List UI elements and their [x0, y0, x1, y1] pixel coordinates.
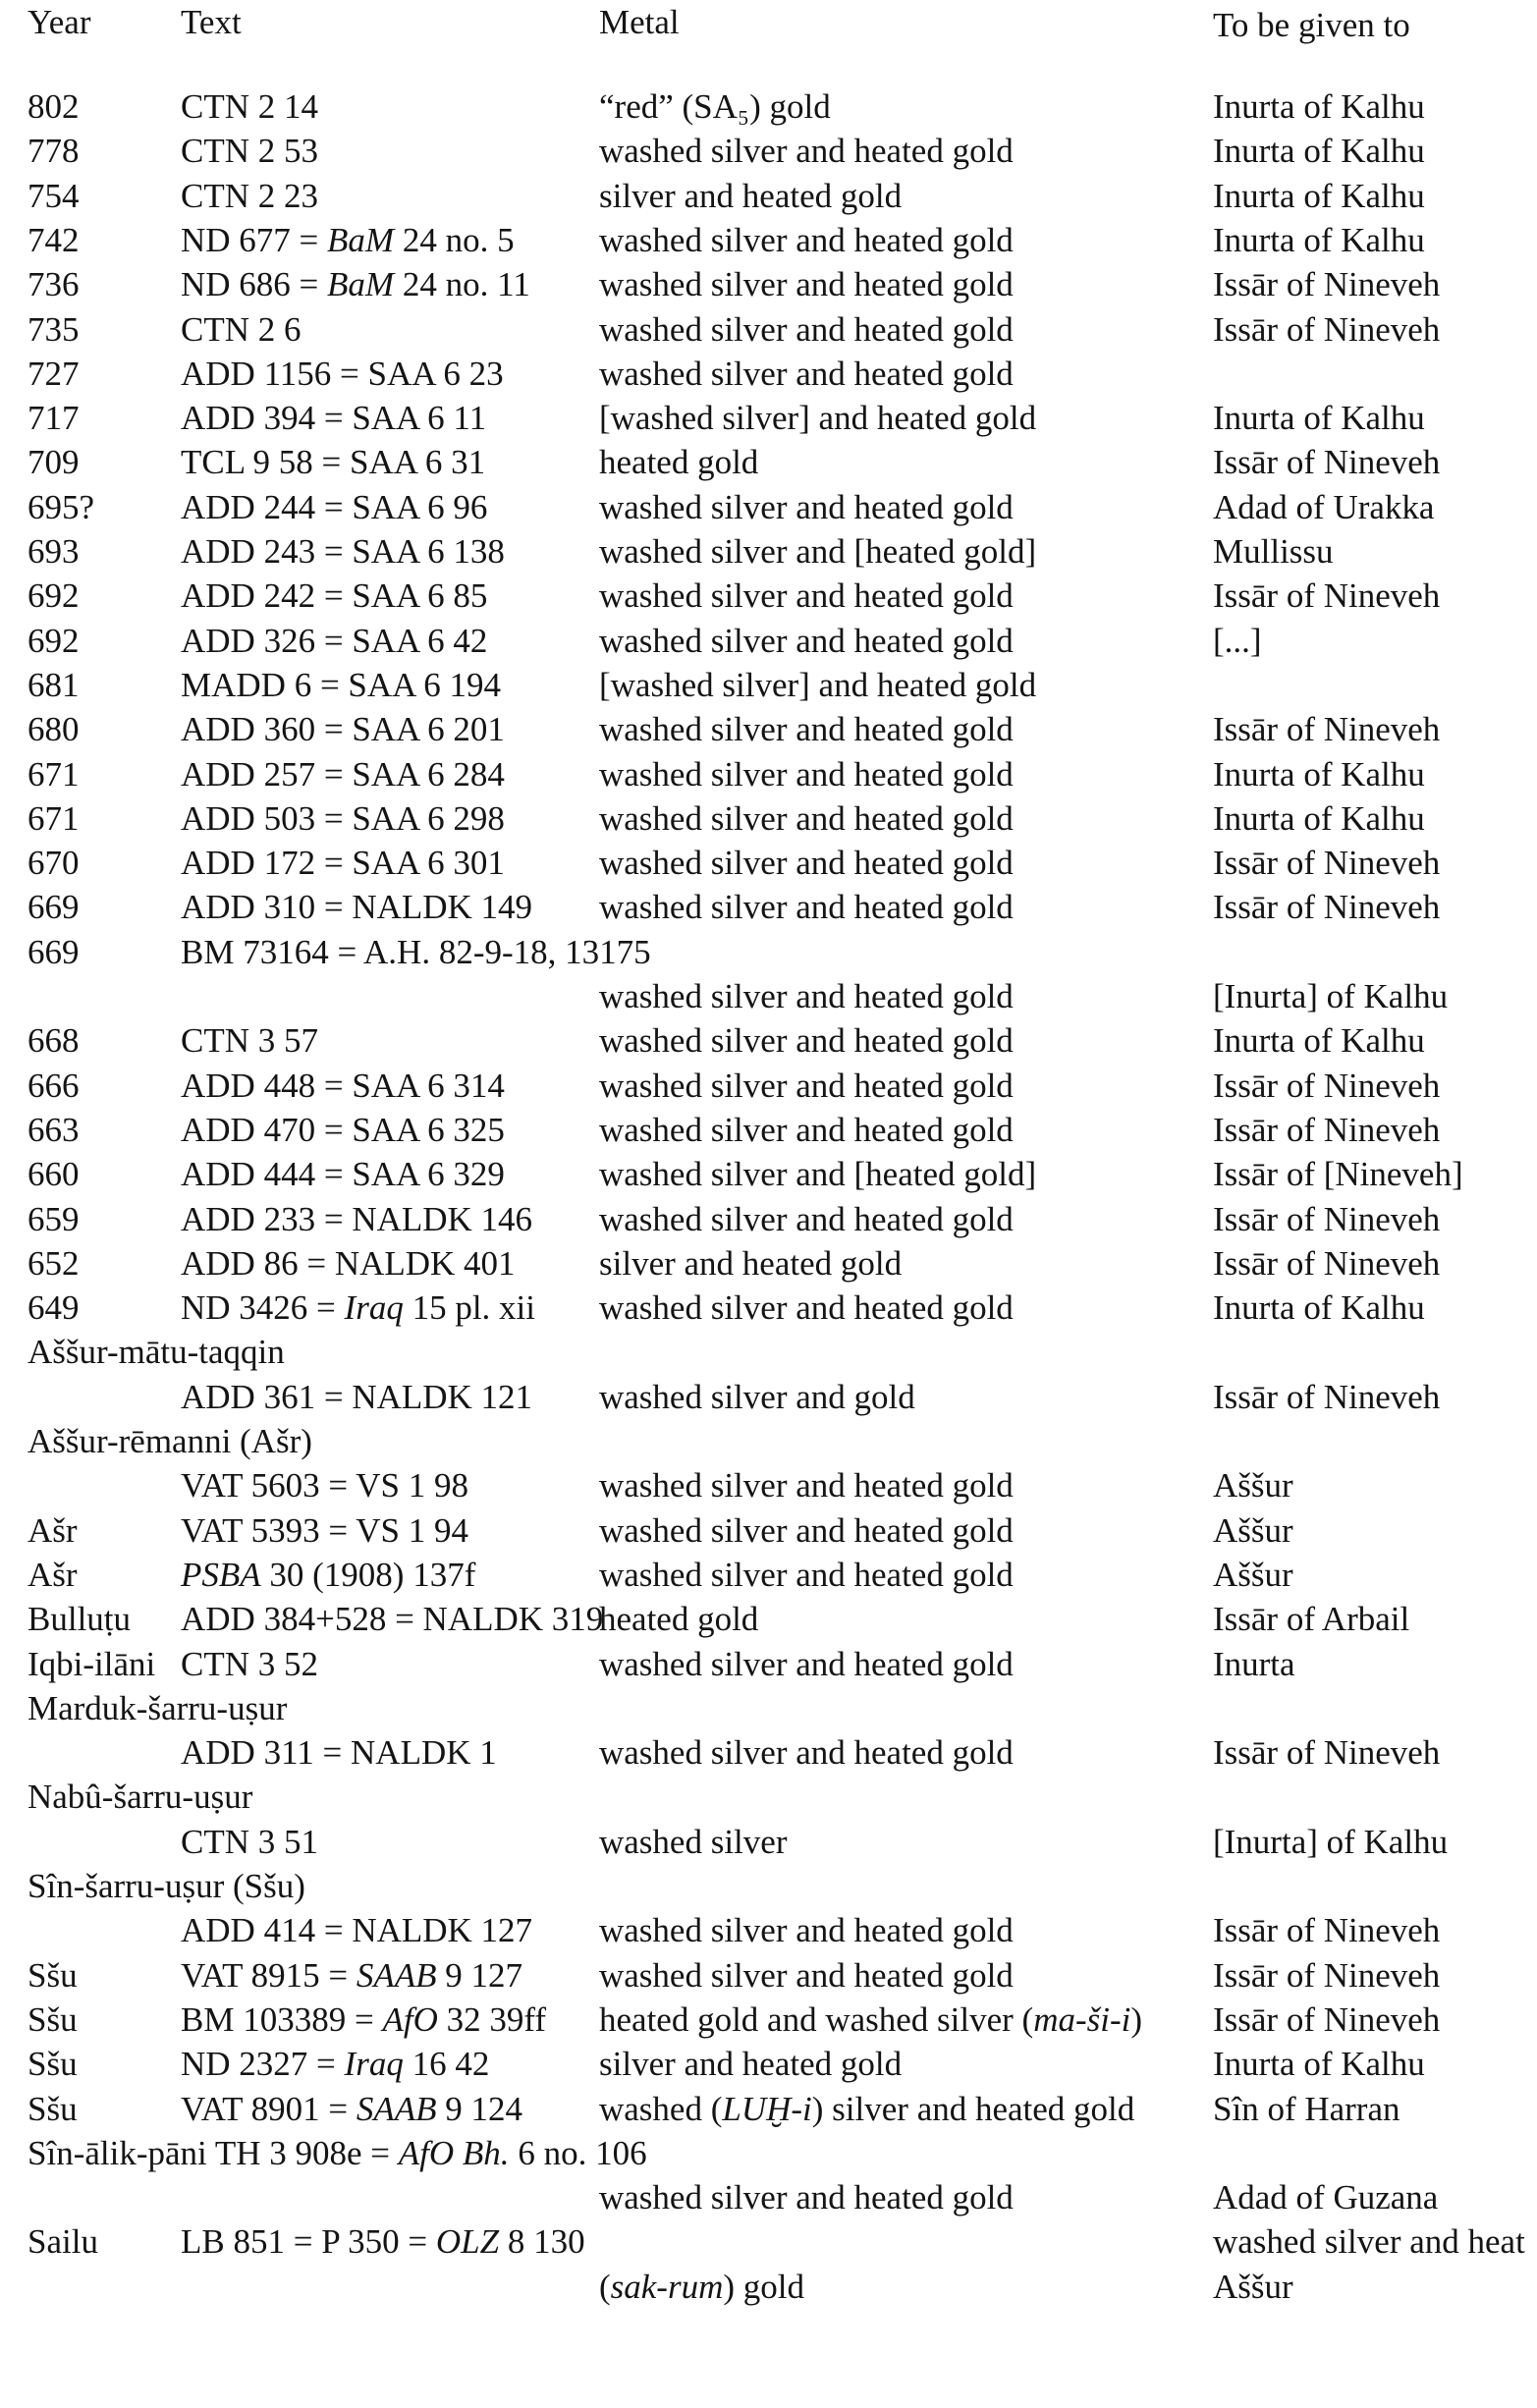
- cell-to-be-given-to: Inurta of Kalhu: [1213, 220, 1425, 259]
- cell-to-be-given-to: Inurta of Kalhu: [1213, 754, 1425, 794]
- cell-metal: washed silver and heated gold: [599, 1955, 1014, 1995]
- cell-to-be-given-to: Inurta of Kalhu: [1213, 1021, 1425, 1061]
- cell-metal: washed silver and gold: [599, 1377, 915, 1416]
- table-row: [0, 2131, 1537, 2176]
- cell-year: Bulluṭu: [27, 1600, 132, 1639]
- cell-metal: silver and heated gold: [599, 1243, 903, 1283]
- table-row: [0, 752, 1537, 797]
- cell-text: ND 3426 = Iraq 15 pl. xii: [181, 1288, 536, 1328]
- cell-text: ADD 360 = SAA 6 201: [181, 710, 505, 749]
- cell-year: Sîn-šarru-uṣur (Sšu): [27, 1867, 305, 1905]
- cell-metal: washed silver and heated gold: [599, 1110, 1014, 1149]
- table-row: [0, 1286, 1537, 1331]
- cell-to-be-given-to: Issār of Nineveh: [1213, 576, 1441, 616]
- cell-text: ADD 243 = SAA 6 138: [181, 532, 505, 571]
- cell-year: Aššur-rēmanni (Ašr): [27, 1422, 312, 1460]
- cell-to-be-given-to: Aššur: [1213, 1510, 1293, 1550]
- table-row: [0, 1820, 1537, 1865]
- cell-to-be-given-to: Adad of Guzana: [1213, 2178, 1439, 2217]
- cell-text: ADD 384+528 = NALDK 319: [181, 1600, 604, 1639]
- cell-metal: washed silver and heated gold: [599, 1644, 1014, 1683]
- cell-to-be-given-to: Issār of Arbail: [1213, 1600, 1410, 1639]
- cell-text: ND 677 = BaM 24 no. 5: [181, 220, 515, 259]
- cell-to-be-given-to: Issār of [Nineveh]: [1213, 1155, 1463, 1194]
- cell-to-be-given-to: Issār of Nineveh: [1213, 309, 1441, 349]
- table-row: [0, 663, 1537, 708]
- cell-text: ADD 326 = SAA 6 42: [181, 621, 488, 660]
- cell-text: CTN 3 57: [181, 1021, 318, 1061]
- table-row: [0, 307, 1537, 353]
- cell-metal: washed silver: [599, 1822, 788, 1861]
- cell-to-be-given-to: Inurta of Kalhu: [1213, 2045, 1425, 2084]
- cell-text: VAT 5603 = VS 1 98: [181, 1466, 469, 1505]
- cell-year: Sšu: [27, 2045, 78, 2084]
- cell-year: Sšu: [27, 1999, 78, 2039]
- cell-to-be-given-to: Issār of Nineveh: [1213, 265, 1441, 304]
- cell-year: Ašr: [27, 1510, 78, 1550]
- cell-metal: washed silver and heated gold: [599, 265, 1014, 304]
- cell-year: Aššur-mātu-taqqin: [27, 1333, 285, 1372]
- table-row: [0, 1108, 1537, 1153]
- cell-metal: washed silver and heated gold: [599, 1733, 1014, 1773]
- table-row: [0, 129, 1537, 174]
- table-row: [0, 1775, 1537, 1820]
- cell-year: Sšu: [27, 1955, 78, 1995]
- cell-metal: washed silver and heated gold: [599, 1021, 1014, 1061]
- cell-text: VAT 8915 = SAAB 9 127: [181, 1955, 523, 1995]
- cell-year: 666: [27, 1066, 80, 1105]
- cell-text: ADD 233 = NALDK 146: [181, 1199, 533, 1238]
- cell-metal: washed silver and heated gold: [599, 309, 1014, 349]
- cell-text: ADD 470 = SAA 6 325: [181, 1110, 505, 1149]
- table-row: [0, 1508, 1537, 1554]
- cell-year: 778: [27, 132, 80, 171]
- table-row: [0, 974, 1537, 1019]
- cell-metal: washed silver and heated gold: [599, 977, 1014, 1015]
- cell-metal: washed silver and heated gold: [599, 487, 1014, 526]
- cell-text: ADD 444 = SAA 6 329: [181, 1155, 505, 1194]
- header-to-be-given-to: To be given to: [1213, 6, 1410, 44]
- cell-text: CTN 3 52: [181, 1644, 318, 1683]
- table-row: [0, 2042, 1537, 2087]
- cell-metal: heated gold: [599, 443, 759, 482]
- cell-text: ADD 311 = NALDK 1: [181, 1733, 497, 1773]
- cell-to-be-given-to: Aššur: [1213, 1466, 1293, 1505]
- table-row: [0, 1018, 1537, 1064]
- cell-year: 669: [27, 932, 80, 971]
- table-row: [0, 1864, 1537, 1909]
- cell-text: CTN 2 23: [181, 176, 318, 215]
- table-row: [0, 352, 1537, 397]
- cell-text: CTN 2 6: [181, 309, 302, 349]
- header-year: Year: [27, 3, 91, 41]
- cell-year: 693: [27, 532, 80, 571]
- table-row: [0, 218, 1537, 263]
- cell-metal: washed silver and heated gold: [599, 1555, 1014, 1594]
- table-row: [0, 841, 1537, 886]
- cell-text: ADD 414 = NALDK 127: [181, 1911, 533, 1950]
- cell-text: LB 851 = P 350 = OLZ 8 130: [181, 2222, 585, 2262]
- cell-metal: [washed silver] and heated gold: [599, 399, 1037, 438]
- cell-year: 649: [27, 1288, 80, 1328]
- cell-to-be-given-to: Inurta: [1213, 1644, 1295, 1683]
- cell-year: Iqbi-ilāni: [27, 1644, 156, 1683]
- cell-to-be-given-to: Aššur: [1213, 2267, 1293, 2306]
- cell-to-be-given-to: Issār of Nineveh: [1213, 1911, 1441, 1950]
- cell-metal: washed silver and heated gold: [599, 576, 1014, 616]
- table-row: [0, 485, 1537, 530]
- cell-to-be-given-to: Inurta of Kalhu: [1213, 798, 1425, 838]
- table-row: [0, 84, 1537, 130]
- cell-text: ADD 310 = NALDK 149: [181, 888, 533, 927]
- cell-to-be-given-to: Issār of Nineveh: [1213, 1955, 1441, 1995]
- cell-metal: washed silver and heated gold: [599, 132, 1014, 171]
- cell-to-be-given-to: [Inurta] of Kalhu: [1213, 977, 1449, 1015]
- cell-to-be-given-to: Issār of Nineveh: [1213, 888, 1441, 927]
- table-row: [0, 1730, 1537, 1776]
- table-row: [0, 1241, 1537, 1286]
- cell-to-be-given-to: Adad of Urakka: [1213, 487, 1435, 526]
- cell-year: 671: [27, 754, 80, 794]
- cell-to-be-given-to: Issār of Nineveh: [1213, 1999, 1441, 2039]
- table-row: [0, 1686, 1537, 1731]
- cell-year: 742: [27, 220, 80, 259]
- cell-metal: washed silver and heated gold: [599, 798, 1014, 838]
- table-row: [0, 262, 1537, 307]
- cell-to-be-given-to: Mullissu: [1213, 532, 1334, 571]
- table-row: [0, 1908, 1537, 1953]
- cell-text: ND 686 = BaM 24 no. 11: [181, 265, 530, 304]
- cell-metal: washed silver and heated gold: [599, 1288, 1014, 1328]
- cell-text: ADD 503 = SAA 6 298: [181, 798, 505, 838]
- table-row: [0, 1953, 1537, 1998]
- cell-text: VAT 5393 = VS 1 94: [181, 1510, 469, 1550]
- cell-metal: [washed silver] and heated gold: [599, 665, 1037, 704]
- cell-text: ND 2327 = Iraq 16 42: [181, 2045, 490, 2084]
- table-row: [0, 1197, 1537, 1242]
- table-row: [0, 2265, 1537, 2310]
- cell-text: ADD 242 = SAA 6 85: [181, 576, 488, 616]
- cell-text: PSBA 30 (1908) 137f: [181, 1555, 476, 1594]
- cell-text: ADD 448 = SAA 6 314: [181, 1066, 505, 1105]
- cell-text: ADD 1156 = SAA 6 23: [181, 354, 504, 393]
- cell-to-be-given-to: Inurta of Kalhu: [1213, 176, 1425, 215]
- cell-metal: washed silver and heated gold: [599, 220, 1014, 259]
- cell-year: Ašr: [27, 1555, 78, 1594]
- cell-year: 671: [27, 798, 80, 838]
- cell-year: 735: [27, 309, 80, 349]
- cell-text: BM 103389 = AfO 32 39ff: [181, 1999, 547, 2039]
- table-row: [0, 1597, 1537, 1642]
- cell-to-be-given-to: Issār of Nineveh: [1213, 1110, 1441, 1149]
- table-row: [0, 529, 1537, 575]
- table-row: [0, 2219, 1537, 2265]
- cell-year: 692: [27, 576, 80, 616]
- cell-metal: washed silver and heated gold: [599, 2178, 1014, 2217]
- table-row: [0, 707, 1537, 752]
- cell-to-be-given-to: Issār of Nineveh: [1213, 1733, 1441, 1773]
- cell-year: Nabû-šarru-uṣur: [27, 1778, 253, 1817]
- cell-metal: washed silver and heated gold: [599, 1510, 1014, 1550]
- cell-year: Sailu: [27, 2222, 98, 2262]
- cell-text: CTN 3 51: [181, 1822, 318, 1861]
- table-row: [0, 796, 1537, 842]
- cell-to-be-given-to: Issār of Nineveh: [1213, 1066, 1441, 1105]
- cell-year: 692: [27, 621, 80, 660]
- table-row: [0, 1419, 1537, 1464]
- cell-to-be-given-to: Issār of Nineveh: [1213, 443, 1441, 482]
- table-row: [0, 174, 1537, 219]
- table-row: [0, 885, 1537, 930]
- cell-to-be-given-to: Issār of Nineveh: [1213, 1243, 1441, 1283]
- cell-to-be-given-to: Issār of Nineveh: [1213, 1199, 1441, 1238]
- cell-text: CTN 2 53: [181, 132, 318, 171]
- cell-metal: washed silver and heated gold: [599, 354, 1014, 393]
- cell-to-be-given-to: Issār of Nineveh: [1213, 710, 1441, 749]
- cell-text: TCL 9 58 = SAA 6 31: [181, 443, 486, 482]
- cell-to-be-given-to: Inurta of Kalhu: [1213, 399, 1425, 438]
- cell-year: Marduk-šarru-uṣur: [27, 1688, 288, 1727]
- table-row: [0, 930, 1537, 975]
- cell-text: VAT 8901 = SAAB 9 124: [181, 2089, 523, 2128]
- table-row: [0, 619, 1537, 664]
- cell-year: 736: [27, 265, 80, 304]
- cell-year: 669: [27, 888, 80, 927]
- table-row: [0, 1642, 1537, 1687]
- cell-metal: washed silver and heated gold: [599, 888, 1014, 927]
- cell-metal: washed silver and heated gold: [599, 844, 1014, 883]
- cell-to-be-given-to: Sîn of Harran: [1213, 2089, 1400, 2128]
- cell-to-be-given-to: [Inurta] of Kalhu: [1213, 1822, 1449, 1861]
- table-row: [0, 1375, 1537, 1420]
- cell-year: 659: [27, 1199, 80, 1238]
- cell-text: ADD 257 = SAA 6 284: [181, 754, 505, 794]
- cell-to-be-given-to: [...]: [1213, 621, 1262, 660]
- cell-metal: silver and heated gold: [599, 176, 903, 215]
- cell-metal: washed silver and heated gold: [599, 754, 1014, 794]
- cell-metal: washed silver and heated gold: [599, 1066, 1014, 1105]
- cell-year: 668: [27, 1021, 80, 1061]
- cell-metal: (sak-rum) gold: [599, 2267, 805, 2306]
- cell-metal: heated gold: [599, 1600, 759, 1639]
- cell-year: 681: [27, 665, 80, 704]
- header-metal: Metal: [599, 3, 680, 41]
- table-row: [0, 1998, 1537, 2043]
- cell-metal: washed silver and heated gold: [599, 621, 1014, 660]
- cell-year: 709: [27, 443, 80, 482]
- cell-text: MADD 6 = SAA 6 194: [181, 665, 502, 704]
- cell-text: ADD 361 = NALDK 121: [181, 1377, 533, 1416]
- table-row: [0, 1152, 1537, 1197]
- cell-metal: silver and heated gold: [599, 2045, 903, 2084]
- table-row: [0, 1064, 1537, 1109]
- cell-metal: washed silver and [heated gold]: [599, 1155, 1037, 1194]
- cell-text: ADD 172 = SAA 6 301: [181, 844, 505, 883]
- cell-year: 660: [27, 1155, 80, 1194]
- table-header: [0, 0, 1537, 45]
- cell-metal: washed silver and [heated gold]: [599, 532, 1037, 571]
- table-row: [0, 396, 1537, 441]
- cell-year: 680: [27, 710, 80, 749]
- cell-metal: washed (LUḪ-i) silver and heated gold: [599, 2089, 1135, 2128]
- cell-text: BM 73164 = A.H. 82-9-18, 13175: [181, 932, 651, 971]
- cell-to-be-given-to: Inurta of Kalhu: [1213, 87, 1425, 126]
- cell-year: 754: [27, 176, 80, 215]
- cell-metal: “red” (SA₅) gold: [599, 87, 831, 126]
- table-row: [0, 2175, 1537, 2220]
- table-row: [0, 574, 1537, 619]
- cell-to-be-given-to: Issār of Nineveh: [1213, 1377, 1441, 1416]
- cell-year: 652: [27, 1243, 80, 1283]
- cell-to-be-given-to: washed silver and heat: [1213, 2222, 1525, 2262]
- cell-to-be-given-to: Issār of Nineveh: [1213, 844, 1441, 883]
- cell-year: Sîn-ālik-pāni TH 3 908e = AfO Bh. 6 no. 106: [27, 2133, 647, 2172]
- cell-year: 717: [27, 399, 80, 438]
- cell-year: 663: [27, 1110, 80, 1149]
- cell-to-be-given-to: Aššur: [1213, 1555, 1293, 1594]
- cell-year: 695?: [27, 487, 95, 526]
- table-row: [0, 1463, 1537, 1508]
- cell-text: ADD 86 = NALDK 401: [181, 1243, 516, 1283]
- cell-metal: heated gold and washed silver (ma-ši-i): [599, 1999, 1143, 2039]
- cell-metal: washed silver and heated gold: [599, 1466, 1014, 1505]
- cell-to-be-given-to: Inurta of Kalhu: [1213, 1288, 1425, 1328]
- table-row: [0, 1553, 1537, 1598]
- header-text: Text: [181, 3, 242, 41]
- cell-metal: washed silver and heated gold: [599, 1199, 1014, 1238]
- cell-text: ADD 244 = SAA 6 96: [181, 487, 488, 526]
- cell-to-be-given-to: Inurta of Kalhu: [1213, 132, 1425, 171]
- table-row: [0, 440, 1537, 485]
- cell-metal: washed silver and heated gold: [599, 710, 1014, 749]
- table-row: [0, 1330, 1537, 1375]
- cell-metal: washed silver and heated gold: [599, 1911, 1014, 1950]
- cell-year: Sšu: [27, 2089, 78, 2128]
- cell-text: ADD 394 = SAA 6 11: [181, 399, 487, 438]
- cell-year: 802: [27, 87, 80, 126]
- cell-year: 670: [27, 844, 80, 883]
- cell-year: 727: [27, 354, 80, 393]
- table-row: [0, 2087, 1537, 2132]
- cell-text: CTN 2 14: [181, 87, 318, 126]
